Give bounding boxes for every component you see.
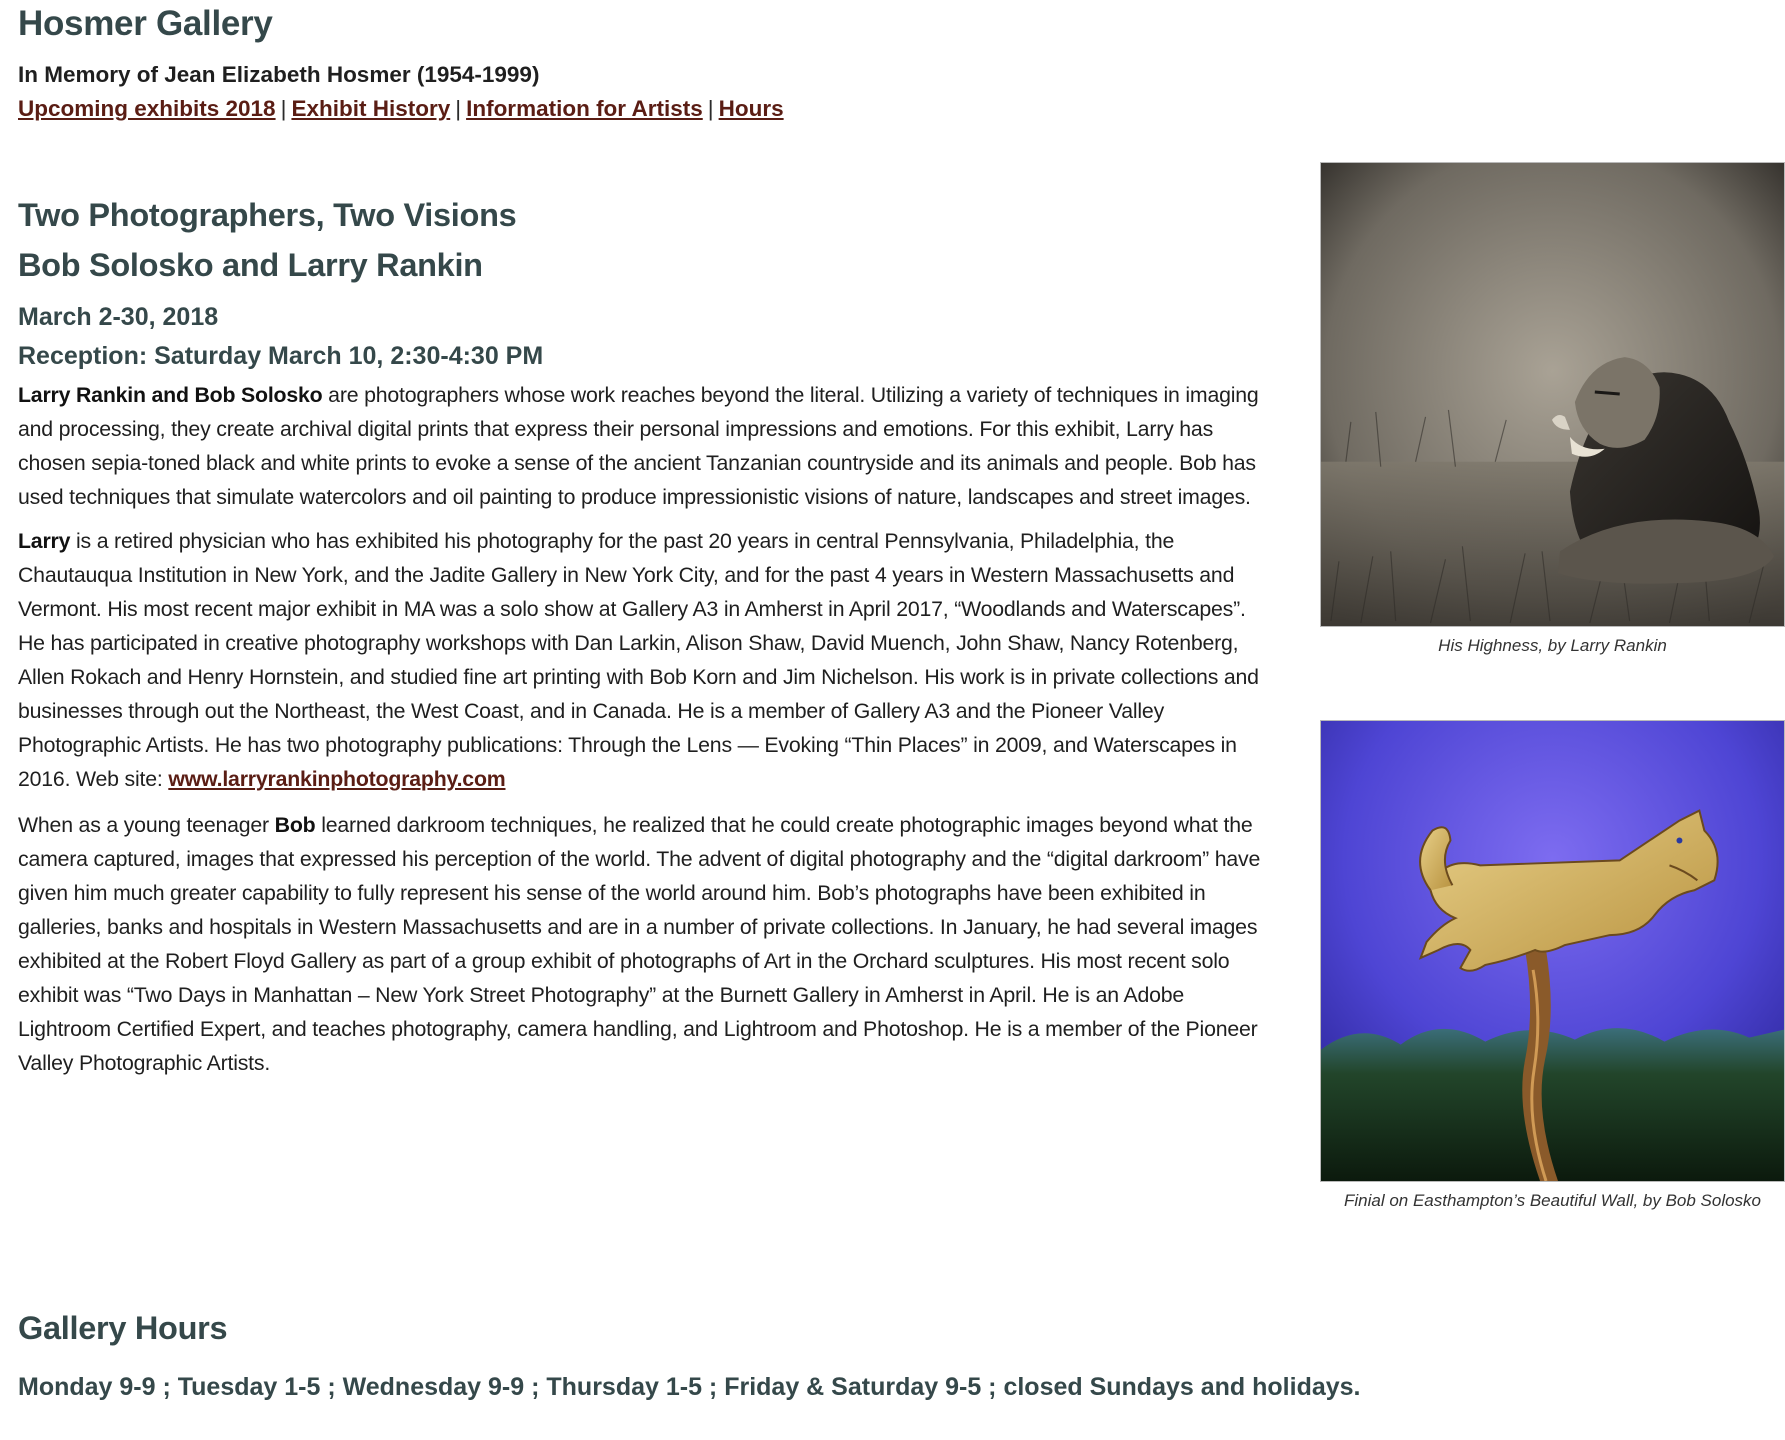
exhibit-content (18, 190, 1268, 1080)
lion-photo (1320, 162, 1785, 627)
finial-photo (1320, 720, 1785, 1182)
exhibit-subtitle: Bob Solosko and Larry Rankin (18, 247, 483, 283)
nav-upcoming-exhibits[interactable]: Upcoming exhibits 2018 (18, 96, 276, 121)
intro-paragraph (18, 378, 1268, 514)
nav-information-for-artists[interactable]: Information for Artists (466, 96, 703, 121)
nav-separator: | (707, 96, 714, 121)
bob-bio-paragraph (18, 808, 1268, 1080)
intro-text: are photographers whose work reaches beyond the literal. Utilizing a variety of techniques in imaging and processing, they create archival digital prints that express their personal impressions and emotions. For this exhibit, Larry has chosen sepia-toned black and white prints to evoke a sense of the ancient Tanzanian countryside and its animals and people. Bob has used techniques that simulate watercolors and oil painting to produce impressionistic visions of nature, landscapes and street images. (18, 383, 1259, 509)
top-nav (18, 96, 784, 122)
finial-caption: Finial on Easthampton’s Beautiful Wall, by Bob Solosko (1343, 1191, 1762, 1210)
gallery-hours-title: Gallery Hours (18, 1310, 228, 1346)
larry-website-link[interactable]: www.larryrankinphotography.com (168, 767, 506, 791)
exhibit-title: Two Photographers, Two Visions (18, 197, 517, 233)
site-title: Hosmer Gallery (18, 4, 273, 43)
intro-artists-bold: Larry Rankin and Bob Solosko (18, 383, 323, 407)
exhibit-dates: March 2-30, 2018 (18, 303, 219, 331)
nav-exhibit-history[interactable]: Exhibit History (291, 96, 451, 121)
exhibit-reception: Reception: Saturday March 10, 2:30-4:30 PM (18, 342, 544, 370)
larry-bio-paragraph (18, 524, 1268, 796)
figure-lion (1320, 162, 1785, 656)
bob-bio-pre: When as a young teenager (18, 813, 275, 837)
figure-finial (1320, 720, 1785, 1211)
nav-hours[interactable]: Hours (718, 96, 784, 121)
lion-caption: His Highness, by Larry Rankin (1438, 636, 1667, 655)
nav-separator: | (455, 96, 462, 121)
larry-bio-text: is a retired physician who has exhibited his photography for the past 20 years in central Pennsylvania, Philadelphia, the Chautauqua Institution in New York, and the Jadite Gallery in New York City, and for the past 4 years in Western Massachusetts and Vermont. His most recent major exhibit in MA was a solo show at Gallery A3 in Amherst in April 2017, “Woodlands and Waterscapes”. He has participated in creative photography workshops with Dan Larkin, Alison Shaw, David Muench, John Shaw, Nancy Rotenberg, Allen Rokach and Henry Hornstein, and studied fine art printing with Bob Korn and Jim Nichelson. His work is in private collections and businesses through out the Northeast, the West Coast, and in Canada. He is a member of Gallery A3 and the Pioneer Valley Photographic Artists. He has two photography publications: Through the Lens — Evoking “Thin Places” in 2009, and Waterscapes in 2016. Web site: (18, 529, 1259, 791)
memorial-line: In Memory of Jean Elizabeth Hosmer (1954-1999) (18, 62, 540, 87)
nav-separator: | (280, 96, 287, 121)
gallery-hours-text: Monday 9-9 ; Tuesday 1-5 ; Wednesday 9-9 ; Thursday 1-5 ; Friday & Saturday 9-5 ; closed Sundays and holidays. (18, 1373, 1361, 1401)
bob-bold: Bob (274, 813, 316, 837)
bob-bio-text: learned darkroom techniques, he realized that he could create photographic images beyond what the camera captured, images that expressed his perception of the world. The advent of digital photography and the “digital darkroom” have given him much greater capability to fully represent his sense of the world around him. Bob’s photographs have been exhibited in galleries, banks and hospitals in Western Massachusetts and are in a number of private collections. In January, he had several images exhibited at the Robert Floyd Gallery as part of a group exhibit of photographs of Art in the Orchard sculptures. His most recent solo exhibit was “Two Days in Manhattan – New York Street Photography” at the Burnett Gallery in Amherst in April. He is an Adobe Lightroom Certified Expert, and teaches photography, camera handling, and Lightroom and Photoshop. He is a member of the Pioneer Valley Photographic Artists. (18, 813, 1261, 1075)
larry-bold: Larry (18, 529, 71, 553)
